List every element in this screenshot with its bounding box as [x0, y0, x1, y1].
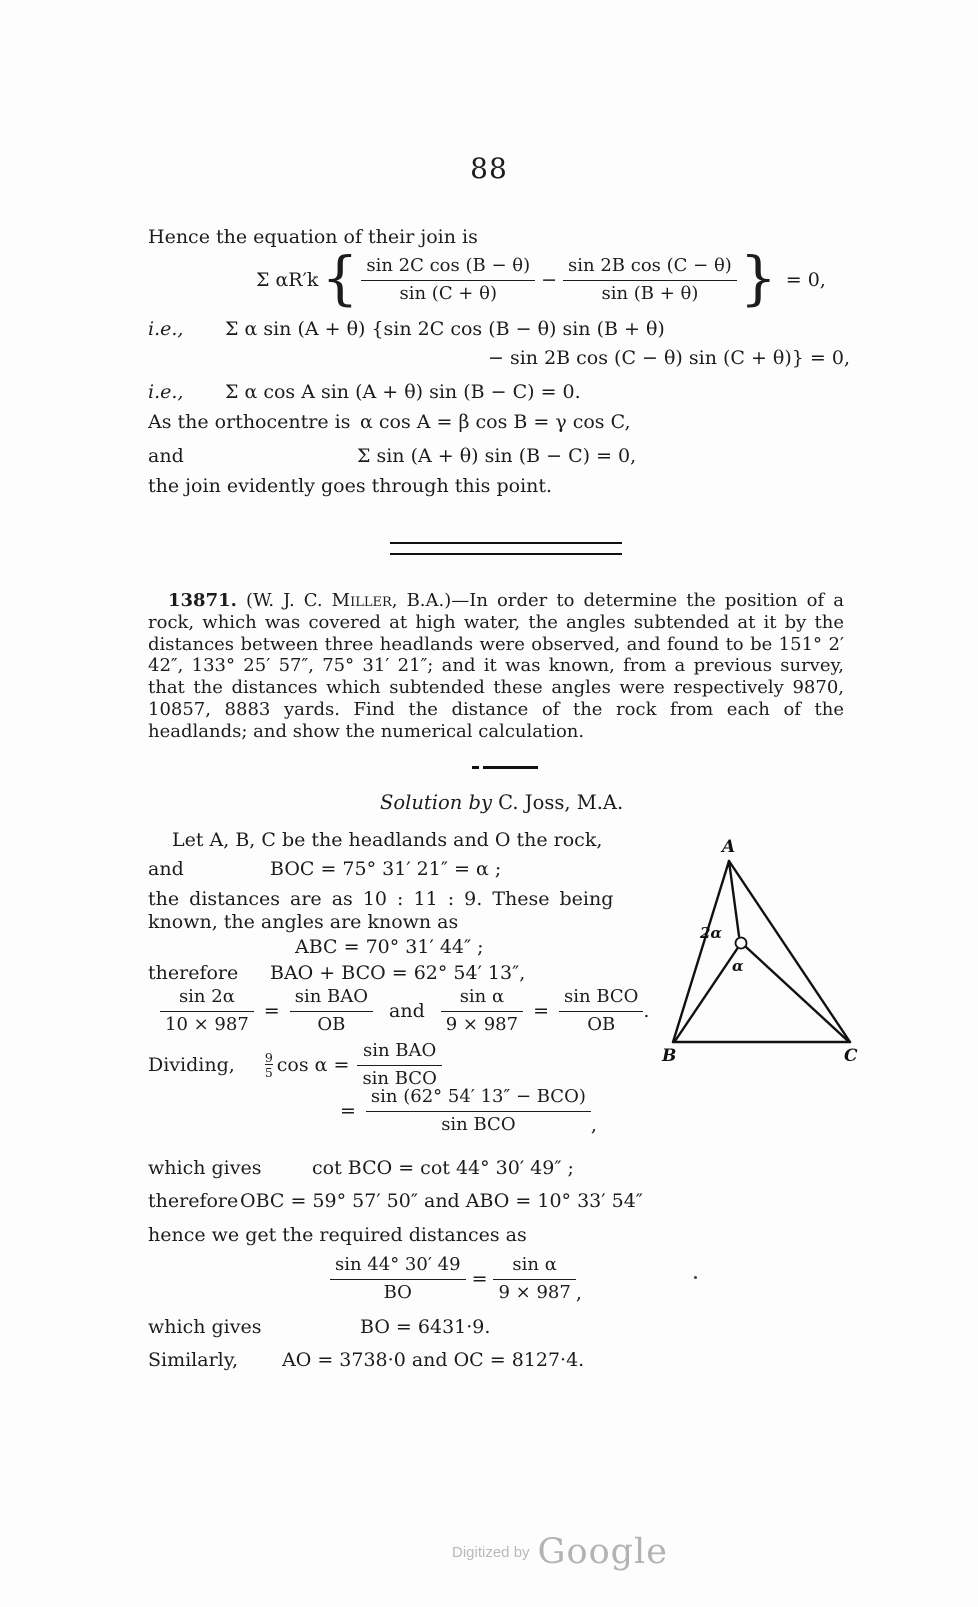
solution-abc: ABC = 70° 31′ 44″ ; [295, 936, 484, 958]
solution-line3b: known, the angles are known as [148, 911, 459, 933]
vertex-label-B: B [662, 1046, 677, 1066]
frac-62-54-13 [366, 1086, 591, 1136]
eq3-label: i.e., [148, 381, 184, 403]
final-comma: , [575, 1282, 582, 1304]
problem-body: , B.A.)—In order to determine the position of a rock, which was covered at high water, the angles subtended at it by the distances between three headlands were observed, and found to be 151° 2′ 42″, 133° 25′ 57″, 75° 31′ 21″; and it was known, from a previous survey, that the distances which subtended these angles were respectively 9870, 10857, 8883 yards. Find the distance of the rock from each of the headlands; and show the numerical calculation. [148, 590, 844, 742]
frac-sinbco-den: OB [559, 1011, 643, 1037]
frac-sinbao-den: OB [290, 1011, 373, 1037]
eq1-prefix: Σ αR′k [256, 269, 319, 291]
coef-num: 9 [264, 1049, 273, 1065]
frac-sina-9987-num: sin α [512, 1254, 557, 1275]
therefore1-label: therefore [148, 962, 239, 984]
equals-2: = [533, 1000, 550, 1022]
problem-number: 13871. [168, 590, 237, 611]
ortho-body: α cos A = β cos B = γ cos C, [360, 411, 631, 433]
ortho-label: As the orthocentre is [148, 411, 351, 433]
frac-sin2a-den: 10 × 987 [160, 1011, 254, 1037]
frac-bao-bco-den: sin BCO [357, 1065, 441, 1091]
solution-boc: BOC = 75° 31′ 21″ = α ; [270, 858, 502, 880]
digitized-by-text: Digitized by [452, 1543, 530, 1561]
frac-62-54-13-num: sin (62° 54′ 13″ − BCO) [370, 1086, 586, 1107]
solution-line3a: the distances are as 10 : 11 : 9. These being [148, 888, 614, 910]
frac-sinbco-num: sin BCO [564, 986, 639, 1007]
segment-OB [675, 949, 737, 1041]
eq1-frac1 [361, 255, 535, 305]
frac-sina-num: sin α [459, 986, 505, 1007]
frac-sinbao-num: sin BAO [294, 986, 369, 1007]
angle-label-alpha: α [732, 957, 744, 975]
which1-label: which gives [148, 1157, 262, 1179]
angle-label-2alpha: 2α [700, 924, 722, 942]
equals-4: = [471, 1268, 488, 1290]
vertex-label-A: A [722, 837, 736, 857]
eq2-label: i.e., [148, 318, 184, 340]
frac-sina [441, 986, 523, 1036]
derivation-outro: the join evidently goes through this point. [148, 475, 553, 497]
frac-bao-bco [357, 1040, 441, 1090]
eq1-minus: − [541, 269, 558, 291]
frac-sinbao [290, 986, 373, 1036]
frac-bao-bco-num: sin BAO [362, 1040, 437, 1061]
eq1-frac2-num: sin 2B cos (C − θ) [568, 255, 732, 276]
cos-alpha-equals: cos α = [276, 1054, 350, 1076]
eq1-frac2-den: sin (B + θ) [563, 280, 737, 306]
frac-sina-9987 [493, 1254, 575, 1304]
final-frac-row [330, 1254, 582, 1304]
section-divider-double-rule [390, 542, 622, 555]
and-label: and [148, 445, 184, 467]
frac-44-30-49-den: BO [330, 1279, 466, 1305]
edge-AB [673, 861, 729, 1042]
scan-artifact-dot [694, 1276, 697, 1279]
sine-rule-row [160, 986, 649, 1036]
equation-join: Σ αR′k { $\frac{\text{sin 2C cos (B − θ)}}{\sin (C + \theta)}$ − $\frac{\text{sin 2B cos (C − θ)}}{\sin (B + \theta)}$ } = 0, [256, 244, 826, 312]
eq2-line2: − sin 2B cos (C − θ) sin (C + θ)} = 0, [488, 347, 850, 369]
dividing-row [148, 1040, 442, 1090]
therefore1-body: BAO + BCO = 62° 54′ 13″, [270, 962, 526, 984]
equals-3: = [340, 1100, 356, 1122]
solution-line1: Let A, B, C be the headlands and O the rock, [172, 829, 603, 851]
eq1-suffix: = 0, [785, 269, 826, 291]
therefore2-label: therefore [148, 1190, 239, 1212]
similarly-body: AO = 3738·0 and OC = 8127·4. [282, 1349, 585, 1371]
derivation-intro: Hence the equation of their join is [148, 226, 478, 248]
frac-sin2a-num: sin 2α [178, 986, 235, 1007]
and-word: and [389, 1000, 425, 1022]
frac-sina-9987-den: 9 × 987 [493, 1279, 575, 1305]
eq1-frac1-den: sin (C + θ) [361, 280, 535, 306]
eq1-frac2 [563, 255, 737, 305]
second-step-row [330, 1086, 597, 1136]
problem-author-name: Miller [331, 590, 392, 611]
solution-and-label: and [148, 858, 184, 880]
frac-62-54-13-den: sin BCO [366, 1111, 591, 1137]
dividing-label: Dividing, [148, 1054, 235, 1076]
which2-body: BO = 6431·9. [360, 1316, 491, 1338]
vertex-label-C: C [844, 1046, 858, 1066]
coefficient-nine-fifths [265, 1051, 273, 1079]
point-O-circle [736, 938, 747, 949]
problem-author-pre: (W. J. C. [236, 590, 332, 611]
solution-divider-dash [472, 766, 479, 769]
equals-1: = [263, 1000, 280, 1022]
solution-heading [380, 791, 623, 814]
solution-heading-italic: Solution by [380, 791, 492, 814]
frac-44-30-49-num: sin 44° 30′ 49 [335, 1254, 461, 1275]
frac-sin2a [160, 986, 254, 1036]
row-period: . [643, 1000, 650, 1022]
which2-label: which gives [148, 1316, 262, 1338]
frac-sina-den: 9 × 987 [441, 1011, 523, 1037]
google-logo: Google [537, 1532, 668, 1572]
eq1-frac1-num: sin 2C cos (B − θ) [366, 255, 531, 276]
hence-line: hence we get the required distances as [148, 1224, 527, 1246]
eq2-line1: Σ α sin (A + θ) {sin 2C cos (B − θ) sin (B + θ) [225, 318, 665, 340]
similarly-label: Similarly, [148, 1349, 238, 1371]
solution-divider-rule [483, 766, 538, 769]
eq3-body: Σ α cos A sin (A + θ) sin (B − C) = 0. [225, 381, 581, 403]
solution-heading-author: C. Joss, M.A. [491, 791, 624, 814]
page-number: 88 [470, 152, 508, 185]
footer [452, 1532, 668, 1572]
frac-sinbco [559, 986, 643, 1036]
problem-paragraph [148, 590, 844, 743]
frac-44-30-49 [330, 1254, 466, 1304]
coef-den: 5 [264, 1065, 273, 1080]
therefore2-body: OBC = 59° 57′ 50″ and ABO = 10° 33′ 54″ [240, 1190, 643, 1212]
which1-body: cot BCO = cot 44° 30′ 49″ ; [312, 1157, 574, 1179]
edge-AC [729, 861, 850, 1042]
triangle-diagram [642, 816, 872, 1066]
row-comma: , [590, 1114, 597, 1136]
and-body: Σ sin (A + θ) sin (B − C) = 0, [357, 445, 637, 467]
